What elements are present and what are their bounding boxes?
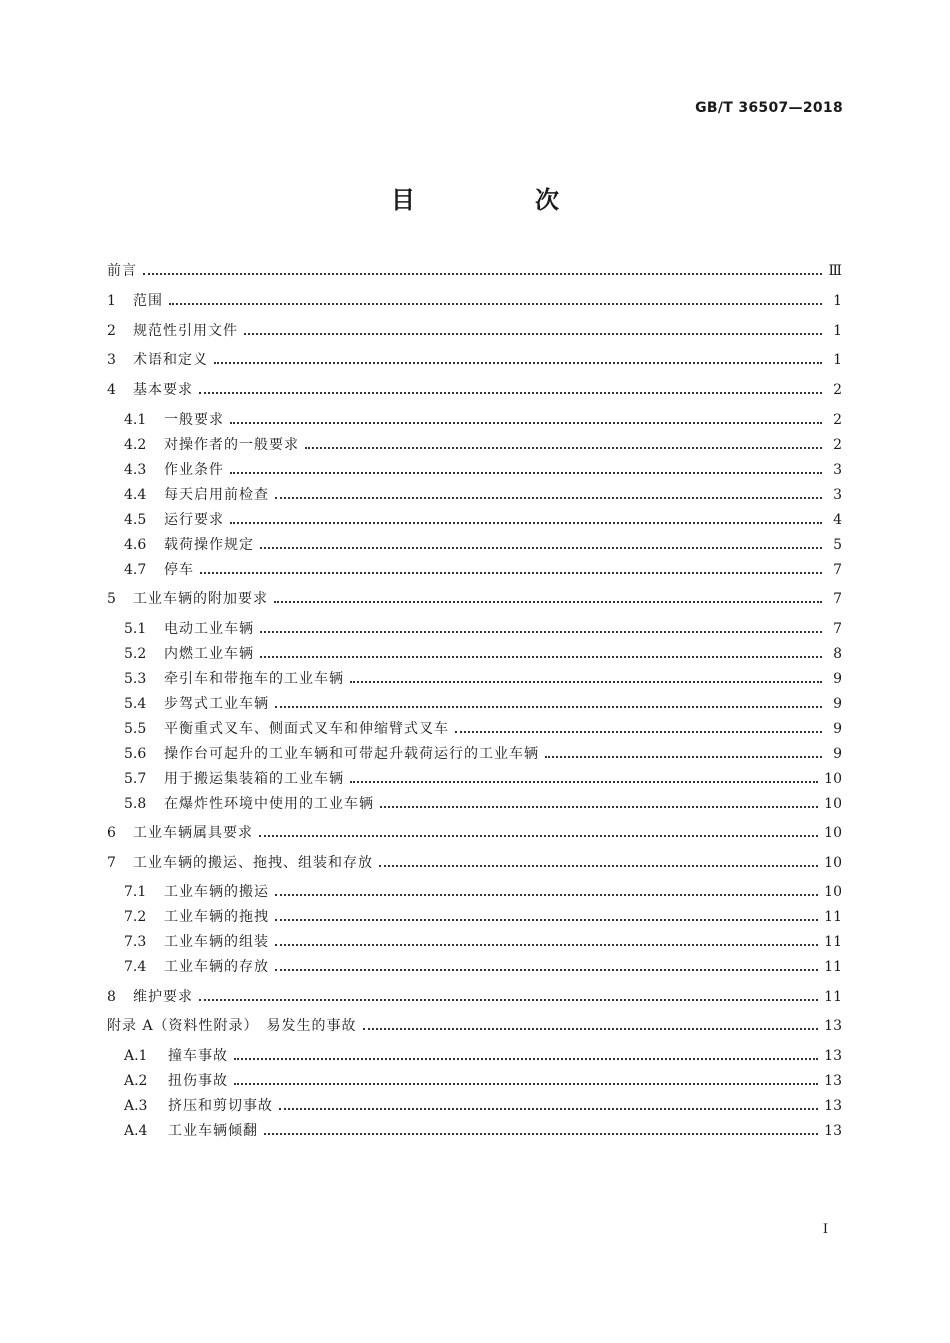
toc-entry-number: 2: [107, 323, 116, 339]
toc-entry-title: 工业车辆的存放: [164, 959, 269, 975]
toc-entry-page: Ⅲ: [828, 263, 842, 279]
toc-entry[interactable]: [124, 1118, 842, 1140]
toc-entry-page: 7: [833, 621, 842, 637]
toc-entry-page: 9: [833, 721, 842, 737]
toc-leader-dots: [275, 497, 822, 499]
toc-entry-title: 前言: [107, 263, 137, 279]
toc-entry-title: 在爆炸性环境中使用的工业车辆: [164, 796, 374, 812]
toc-entry[interactable]: [124, 929, 842, 951]
toc-leader-dots: [275, 944, 818, 946]
toc-entry-page: 11: [824, 934, 842, 950]
toc-entry-number: A.2: [124, 1073, 148, 1089]
toc-leader-dots: [143, 273, 822, 275]
toc-entry-page: 13: [824, 1123, 842, 1139]
toc-entry-number: 5.4: [124, 696, 147, 712]
toc-entry-page: 1: [833, 323, 842, 339]
toc-entry-page: 3: [833, 462, 842, 478]
toc-entry-title: 工业车辆的附加要求: [133, 591, 268, 607]
toc-entry-title: 停车: [164, 562, 194, 578]
toc-entry[interactable]: [124, 482, 842, 504]
toc-leader-dots: [260, 656, 822, 658]
toc-entry-number: 4.2: [124, 437, 147, 453]
toc-entry-number: 5.5: [124, 721, 147, 737]
toc-entry-number: 7.4: [124, 959, 147, 975]
toc-entry[interactable]: [107, 377, 842, 399]
toc-entry[interactable]: [107, 347, 842, 369]
toc-entry-title: 基本要求: [133, 382, 193, 398]
toc-entry-page: 11: [824, 989, 842, 1005]
toc-leader-dots: [350, 681, 822, 683]
toc-entry-page: 7: [833, 591, 842, 607]
toc-entry[interactable]: [124, 666, 842, 688]
page-number: Ⅰ: [822, 1222, 828, 1237]
toc-entry-title: 用于搬运集装箱的工业车辆: [164, 771, 344, 787]
toc-entry-title: 范围: [133, 293, 163, 309]
toc-entry-number: 7.1: [124, 884, 147, 900]
toc-leader-dots: [230, 472, 822, 474]
toc-entry-title: 每天启用前检查: [164, 487, 269, 503]
toc-leader-dots: [305, 447, 822, 449]
toc-leader-dots: [200, 572, 822, 574]
toc-entry-title: 载荷操作规定: [164, 537, 254, 553]
toc-leader-dots: [260, 547, 822, 549]
toc-entry[interactable]: [124, 407, 842, 429]
toc-entry-title: 操作台可起升的工业车辆和可带起升载荷运行的工业车辆: [164, 746, 539, 762]
toc-entry-number: 4: [107, 382, 116, 398]
toc-entry[interactable]: [124, 1068, 842, 1090]
toc-leader-dots: [234, 1083, 818, 1085]
toc-entry-title: 牵引车和带拖车的工业车辆: [164, 671, 344, 687]
toc-leader-dots: [259, 835, 818, 837]
toc-entry-title: 对操作者的一般要求: [164, 437, 299, 453]
toc-entry-title: 内燃工业车辆: [164, 646, 254, 662]
standard-code: GB/T 36507—2018: [695, 100, 843, 116]
toc-entry-page: 10: [824, 825, 842, 841]
toc-leader-dots: [230, 522, 822, 524]
toc-entry-title: 工业车辆的搬运、拖拽、组装和存放: [133, 855, 373, 871]
toc-entry-number: 6: [107, 825, 116, 841]
toc-leader-dots: [363, 1028, 819, 1030]
toc-entry-number: 5.2: [124, 646, 147, 662]
toc-leader-dots: [545, 756, 822, 758]
toc-entry-page: 1: [833, 352, 842, 368]
toc-entry[interactable]: [107, 1013, 842, 1035]
toc-entry[interactable]: [124, 879, 842, 901]
toc-entry-title: 撞车事故: [168, 1048, 228, 1064]
toc-entry-number: A.4: [124, 1123, 148, 1139]
toc-entry-page: 10: [824, 884, 842, 900]
toc-entry-number: 3: [107, 352, 116, 368]
toc-entry[interactable]: [124, 954, 842, 976]
toc-entry[interactable]: [124, 457, 842, 479]
toc-entry[interactable]: [124, 1093, 842, 1115]
toc-entry[interactable]: [124, 507, 842, 529]
toc-entry[interactable]: [124, 1043, 842, 1065]
toc-entry-number: 1: [107, 293, 116, 309]
toc-entry-title: 运行要求: [164, 512, 224, 528]
toc-leader-dots: [274, 601, 822, 603]
toc-entry-number: 5: [107, 591, 116, 607]
toc-entry-title: 挤压和剪切事故: [168, 1098, 273, 1114]
toc-entry-page: 3: [833, 487, 842, 503]
toc-entry-number: 5.7: [124, 771, 147, 787]
toc-entry[interactable]: [124, 716, 842, 738]
toc-entry-page: 13: [824, 1048, 842, 1064]
toc-entry[interactable]: [107, 850, 842, 872]
toc-entry-title: 工业车辆倾翻: [168, 1123, 258, 1139]
toc-entry-number: 4.4: [124, 487, 147, 503]
toc-entry-number: 5.3: [124, 671, 147, 687]
toc-leader-dots: [199, 392, 822, 394]
toc-leader-dots: [379, 865, 818, 867]
toc-entry-number: 4.7: [124, 562, 147, 578]
toc-leader-dots: [275, 969, 818, 971]
toc-entry[interactable]: [107, 258, 842, 280]
toc-entry-number: 4.6: [124, 537, 147, 553]
toc-entry-title: 扭伤事故: [168, 1073, 228, 1089]
toc-leader-dots: [455, 731, 822, 733]
toc-entry[interactable]: [107, 318, 842, 340]
toc-entry[interactable]: [124, 691, 842, 713]
toc-entry-title: 步驾式工业车辆: [164, 696, 269, 712]
toc-entry-number: 4.1: [124, 412, 147, 428]
toc-entry-page: 2: [833, 437, 842, 453]
toc-entry-page: 10: [824, 855, 842, 871]
toc-leader-dots: [169, 303, 822, 305]
toc-entry-page: 9: [833, 671, 842, 687]
toc-entry[interactable]: [124, 741, 842, 763]
toc-entry[interactable]: [107, 288, 842, 310]
toc-entry[interactable]: [124, 557, 842, 579]
toc-entry-number: A.1: [124, 1048, 148, 1064]
toc-entry-page: 9: [833, 696, 842, 712]
toc-entry[interactable]: [124, 904, 842, 926]
page-title: 目 次: [391, 186, 607, 214]
toc-leader-dots: [380, 806, 818, 808]
toc-entry-page: 11: [824, 959, 842, 975]
toc-entry-title: 工业车辆的拖拽: [164, 909, 269, 925]
toc-entry-page: 11: [824, 909, 842, 925]
toc-leader-dots: [260, 631, 822, 633]
toc-entry-number: 5.6: [124, 746, 147, 762]
toc-entry-title: 平衡重式叉车、侧面式叉车和伸缩臂式叉车: [164, 721, 449, 737]
toc-entry-page: 1: [833, 293, 842, 309]
toc-entry-page: 13: [824, 1018, 842, 1034]
toc-entry-title: 工业车辆的组装: [164, 934, 269, 950]
toc-entry-title: 维护要求: [133, 989, 193, 1005]
toc-entry-page: 4: [833, 512, 842, 528]
toc-entry-number: 5.1: [124, 621, 147, 637]
toc-leader-dots: [275, 706, 822, 708]
toc-entry-title: 工业车辆的搬运: [164, 884, 269, 900]
toc-leader-dots: [279, 1108, 818, 1110]
toc-entry-page: 13: [824, 1098, 842, 1114]
toc-entry[interactable]: [107, 586, 842, 608]
toc-leader-dots: [275, 894, 818, 896]
toc-leader-dots: [275, 919, 818, 921]
toc-entry-page: 9: [833, 746, 842, 762]
toc-entry-number: A.3: [124, 1098, 148, 1114]
toc-leader-dots: [230, 422, 822, 424]
toc-entry-page: 10: [824, 796, 842, 812]
toc-entry-number: 8: [107, 989, 116, 1005]
toc-leader-dots: [264, 1133, 818, 1135]
toc-entry-title: 一般要求: [164, 412, 224, 428]
toc-entry-number: 7: [107, 855, 116, 871]
toc-entry-title: 工业车辆属具要求: [133, 825, 253, 841]
toc-entry-title: 附录 A（资料性附录） 易发生的事故: [107, 1018, 357, 1034]
toc-entry-page: 8: [833, 646, 842, 662]
toc-entry[interactable]: [124, 791, 842, 813]
toc-leader-dots: [350, 781, 818, 783]
toc-entry-number: 7.2: [124, 909, 147, 925]
toc-entry[interactable]: [124, 616, 842, 638]
toc-entry-title: 电动工业车辆: [164, 621, 254, 637]
table-of-contents: [107, 0, 842, 1343]
toc-entry-page: 13: [824, 1073, 842, 1089]
toc-entry-page: 10: [824, 771, 842, 787]
toc-entry-page: 2: [833, 412, 842, 428]
toc-entry-page: 2: [833, 382, 842, 398]
toc-entry[interactable]: [107, 820, 842, 842]
toc-entry[interactable]: [124, 766, 842, 788]
toc-entry-title: 作业条件: [164, 462, 224, 478]
toc-entry-number: 7.3: [124, 934, 147, 950]
toc-leader-dots: [234, 1058, 818, 1060]
toc-leader-dots: [199, 999, 818, 1001]
toc-entry-number: 4.3: [124, 462, 147, 478]
toc-entry[interactable]: [107, 984, 842, 1006]
toc-entry-title: 规范性引用文件: [133, 323, 238, 339]
toc-entry-title: 术语和定义: [133, 352, 208, 368]
toc-entry-number: 4.5: [124, 512, 147, 528]
toc-entry[interactable]: [124, 432, 842, 454]
toc-entry-number: 5.8: [124, 796, 147, 812]
toc-entry[interactable]: [124, 641, 842, 663]
toc-leader-dots: [244, 333, 822, 335]
toc-entry-page: 7: [833, 562, 842, 578]
toc-leader-dots: [214, 362, 822, 364]
toc-entry[interactable]: [124, 532, 842, 554]
toc-entry-page: 5: [833, 537, 842, 553]
